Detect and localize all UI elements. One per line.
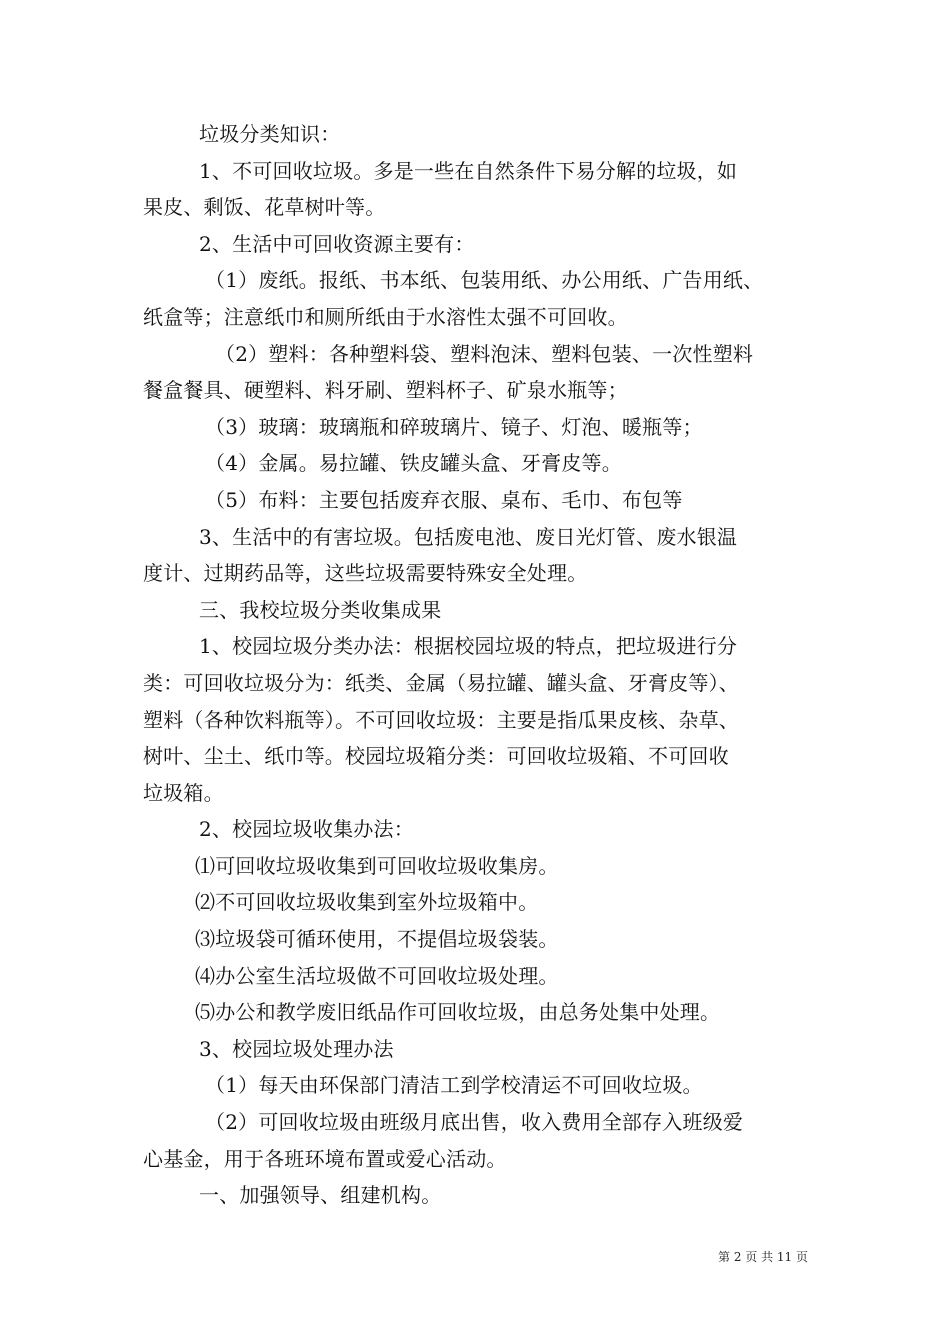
paragraph-line: 果皮、剩饭、花草树叶等。 xyxy=(143,195,386,220)
page-number: 第 2 页 共 11 页 xyxy=(718,1250,808,1264)
list-item: （3）玻璃：玻璃瓶和碎玻璃片、镜子、灯泡、暖瓶等； xyxy=(205,414,703,439)
list-item: ⑸办公和教学废旧纸品作可回收垃圾，由总务处集中处理。 xyxy=(195,1000,721,1025)
list-item: （2）塑料：各种塑料袋、塑料泡沫、塑料包装、一次性塑料 xyxy=(215,341,754,366)
document-body xyxy=(143,116,823,1214)
paragraph-line: 类：可回收垃圾分为：纸类、金属（易拉罐、罐头盒、牙膏皮等）、 xyxy=(143,670,739,695)
list-item: （2）可回收垃圾由班级月底出售，收入费用全部存入班级爱 xyxy=(205,1110,744,1135)
paragraph-line: 垃圾箱。 xyxy=(143,780,224,805)
list-item: （1）每天由环保部门清洁工到学校清运不可回收垃圾。 xyxy=(205,1073,703,1098)
paragraph-line: 3、校园垃圾处理办法 xyxy=(199,1036,394,1061)
paragraph-line: 度计、过期药品等，这些垃圾需要特殊安全处理。 xyxy=(143,561,588,586)
list-item: ⑷办公室生活垃圾做不可回收垃圾处理。 xyxy=(195,963,559,988)
paragraph-line: 3、生活中的有害垃圾。包括废电池、废日光灯管、废水银温 xyxy=(199,524,738,549)
paragraph-line: 纸盒等；注意纸巾和厕所纸由于水溶性太强不可回收。 xyxy=(143,304,628,329)
paragraph-line: 1、不可回收垃圾。多是一些在自然条件下易分解的垃圾，如 xyxy=(199,158,738,183)
list-item: ⑵不可回收垃圾收集到室外垃圾箱中。 xyxy=(195,890,539,915)
list-item: ⑴可回收垃圾收集到可回收垃圾收集房。 xyxy=(195,853,559,878)
section-heading: 垃圾分类知识： xyxy=(199,122,341,146)
section-heading: 三、我校垃圾分类收集成果 xyxy=(199,597,442,622)
paragraph-line: 餐盒餐具、硬塑料、料牙刷、塑料杯子、矿泉水瓶等； xyxy=(143,378,628,403)
paragraph-line: 1、校园垃圾分类办法：根据校园垃圾的特点，把垃圾进行分 xyxy=(199,634,738,659)
list-item: （4）金属。易拉罐、铁皮罐头盒、牙膏皮等。 xyxy=(205,451,622,476)
paragraph-line: 心基金，用于各班环境布置或爱心活动。 xyxy=(143,1146,507,1171)
paragraph-line: 2、生活中可回收资源主要有： xyxy=(199,231,475,256)
paragraph-line: 塑料（各种饮料瓶等）。不可回收垃圾：主要是指瓜果皮核、杂草、 xyxy=(143,707,739,732)
list-item: （1）废纸。报纸、书本纸、包装用纸、办公用纸、广告用纸、 xyxy=(205,268,764,293)
list-item: ⑶垃圾袋可循环使用，不提倡垃圾袋装。 xyxy=(195,927,559,952)
paragraph-line: 树叶、尘土、纸巾等。校园垃圾箱分类：可回收垃圾箱、不可回收 xyxy=(143,744,729,769)
list-item: （5）布料：主要包括废弃衣服、桌布、毛巾、布包等 xyxy=(205,487,683,512)
section-heading: 一、加强领导、组建机构。 xyxy=(199,1183,442,1208)
paragraph-line: 2、校园垃圾收集办法： xyxy=(199,817,414,842)
